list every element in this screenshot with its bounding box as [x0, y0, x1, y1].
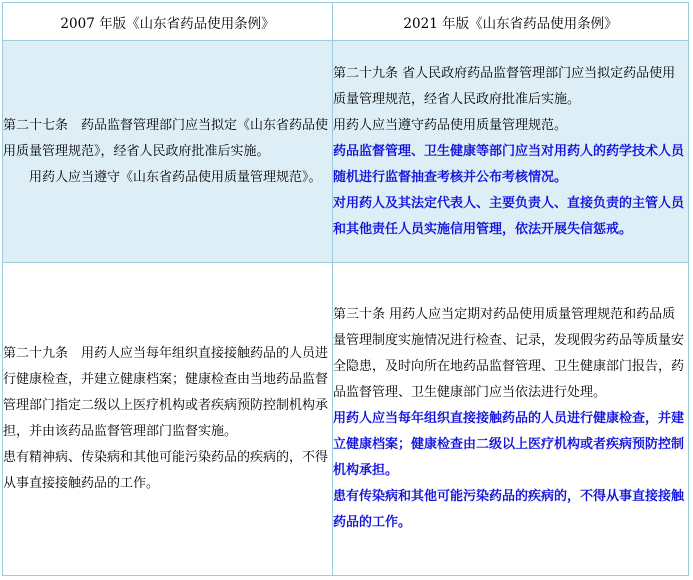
header-2021: 2021 年版《山东省药品使用条例》: [333, 3, 689, 41]
comparison-table: [2, 2, 689, 576]
cell-2007-article-29: [3, 263, 333, 576]
paragraph: 第三十条 用药人应当定期对药品使用质量管理规范和药品质量管理制度实施情况进行检查、记录，发现假劣药品等质量安全隐患，及时向所在地药品监督管理、卫生健康部门报告，药品监督管理、卫生健康部门应当依法进行处理。: [333, 307, 685, 400]
table-row: [3, 263, 689, 576]
header-2007: 2007 年版《山东省药品使用条例》: [3, 3, 333, 41]
new-clause-highlight: 药品监督管理、卫生健康等部门应当对用药人的药学技术人员随机进行监督抽查考核并公布考核情况。: [333, 143, 685, 185]
cell-2021-article-30: [333, 263, 689, 576]
paragraph: 用药人应当遵守药品使用质量管理规范。: [333, 117, 568, 133]
new-clause-highlight: 患有传染病和其他可能污染药品的疾病的，不得从事直接接触药品的工作。: [333, 489, 685, 530]
paragraph: 患有精神病、传染病和其他可能污染药品的疾病的，不得从事直接接触药品的工作。: [3, 450, 329, 491]
new-clause-highlight: 用药人应当每年组织直接接触药品的人员进行健康检查，并建立健康档案；健康检查由二级以上医疗机构或者疾病预防控制机构承担。: [333, 411, 685, 478]
table-row: [3, 41, 689, 263]
header-row: [3, 3, 689, 41]
cell-2007-article-27: [3, 41, 333, 263]
new-clause-highlight: 对用药人及其法定代表人、主要负责人、直接负责的主管人员和其他责任人员实施信用管理，依法开展失信惩戒。: [333, 195, 685, 237]
paragraph: 第二十九条 用药人应当每年组织直接接触药品的人员进行健康检查，并建立健康档案；健康检查由当地药品监督管理部门指定二级以上医疗机构或者疾病预防控制机构承担，并由该药品监督管理部门监督实施。: [3, 346, 329, 439]
paragraph: 第二十九条 省人民政府药品监督管理部门应当拟定药品使用质量管理规范，经省人民政府批准后实施。: [333, 65, 676, 107]
cell-2021-article-29: [333, 41, 689, 263]
paragraph: 用药人应当遵守《山东省药品使用质量管理规范》。: [29, 169, 322, 185]
paragraph: 第二十七条 药品监督管理部门应当拟定《山东省药品使用质量管理规范》，经省人民政府批准后实施。: [3, 117, 329, 159]
